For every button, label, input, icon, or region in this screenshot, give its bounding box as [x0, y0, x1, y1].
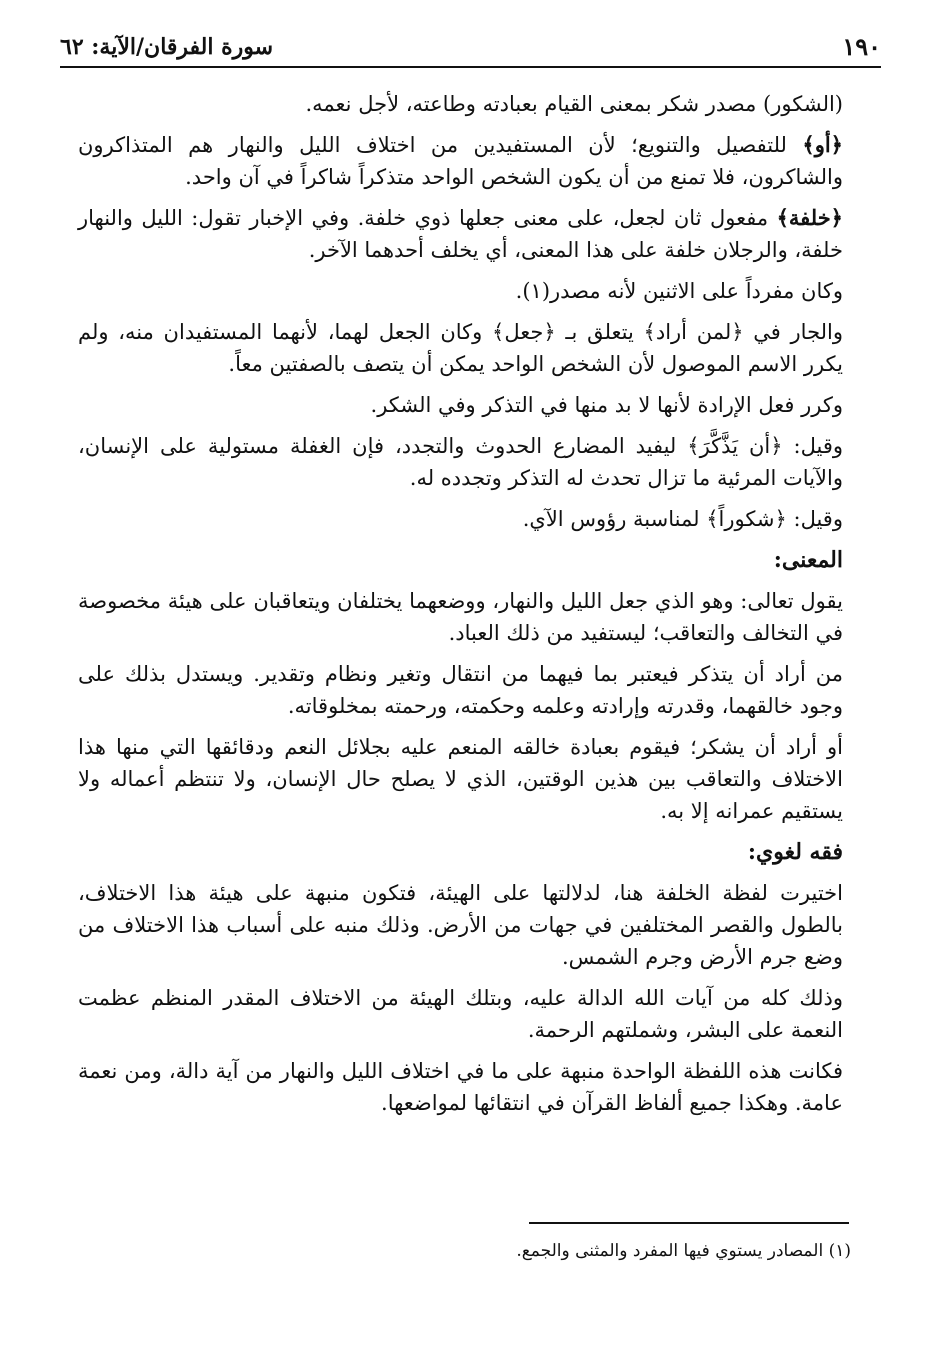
footnote-separator	[529, 1222, 849, 1224]
paragraph	[78, 202, 843, 266]
quranic-term: ﴿أو﴾	[802, 132, 843, 157]
paragraph: وذلك كله من آيات الله الدالة عليه، وبتلك الهيئة من الاختلاف المقدر المنظم عظمت النعمة على البشر، وشملتهم الرحمة.	[78, 986, 843, 1042]
section-heading-meaning: المعنى:	[773, 547, 843, 573]
paragraph: وقيل: ﴿شكوراً﴾ لمناسبة رؤوس الآي.	[522, 507, 843, 531]
paragraph: والجار في ﴿لمن أراد﴾ يتعلق بـ ﴿جعل﴾ وكان الجعل لهما، لأنهما المستفيدان منه، ولم يكرر الاسم الموصول لأن الشخص الواحد يمكن أن يتصف بالصفتين معاً.	[78, 320, 843, 376]
paragraph: فكانت هذه اللفظة الواحدة منبهة على ما في اختلاف الليل والنهار من آية دالة، ومن نعمة عامة. وهكذا جميع ألفاظ القرآن في انتقائها لمواضعها.	[78, 1059, 843, 1115]
running-title: سورة الفرقان/الآية: ٦٢	[60, 34, 274, 60]
footnote: (١) المصادر يستوي فيها المفرد والمثنى والجمع.	[516, 1241, 851, 1261]
paragraph: يقول تعالى: وهو الذي جعل الليل والنهار، ووضعهما يختلفان ويتعاقبان على هيئة مخصوصة في التخالف والتعاقب؛ ليستفيد من ذلك العباد.	[78, 589, 843, 645]
paragraph: وكرر فعل الإرادة لأنها لا بد منها في التذكر وفي الشكر.	[370, 393, 843, 417]
paragraph-text: مفعول ثان لجعل، على معنى جعلها ذوي خلفة. وفي الإخبار تقول: الليل والنهار خلفة، والرجلان خلفة على هذا المعنى، أي يخلف أحدهما الآخر.	[78, 206, 843, 262]
paragraph: اختيرت لفظة الخلفة هنا، لدلالتها على الهيئة، فتكون منبهة على هيئة هذا الاختلاف، بالطول والقصر المختلفين في جهات من الأرض. وذلك منبه على أسباب هذا الاختلاف من وضع جرم الأرض وجرم الشمس.	[78, 881, 843, 969]
page-header	[60, 30, 881, 68]
page-number: ١٩٠	[842, 32, 881, 61]
paragraph	[78, 129, 843, 193]
paragraph: من أراد أن يتذكر فيعتبر بما فيهما من انتقال وتغير ونظام وتقدير. ويستدل بذلك على وجود خالقهما، وقدرته وإرادته وعلمه وحكمته، ورحمته بمخلوقاته.	[78, 662, 843, 718]
page-body	[78, 88, 843, 1128]
paragraph: أو أراد أن يشكر؛ فيقوم بعبادة خالقه المنعم عليه بجلائل النعم ودقائقها التي منها هذا الاختلاف والتعاقب بين هذين الوقتين، الذي لا يصلح حال الإنسان، ولا تنتظم أعماله ولا يستقيم عمرانه إلا به.	[78, 735, 843, 823]
paragraph: (الشكور) مصدر شكر بمعنى القيام بعبادته وطاعته، لأجل نعمه.	[305, 92, 843, 116]
paragraph: وكان مفرداً على الاثنين لأنه مصدر(١).	[515, 279, 843, 303]
quranic-term: ﴿خلفة﴾	[776, 205, 843, 230]
paragraph: وقيل: ﴿أن يَذَّكَّرَ﴾ ليفيد المضارع الحدوث والتجدد، فإن الغفلة مستولية على الإنسان، والآيات المرئية ما تزال تحدث له التذكر وتجدده له.	[78, 434, 843, 490]
paragraph-text: للتفصيل والتنويع؛ لأن المستفيدين من اختلاف الليل والنهار هم المتذاكرون والشاكرون، فلا تمنع من أن يكون الشخص الواحد متذكراً شاكراً في آن واحد.	[78, 133, 843, 189]
section-heading-lexical: فقه لغوي:	[747, 839, 843, 865]
